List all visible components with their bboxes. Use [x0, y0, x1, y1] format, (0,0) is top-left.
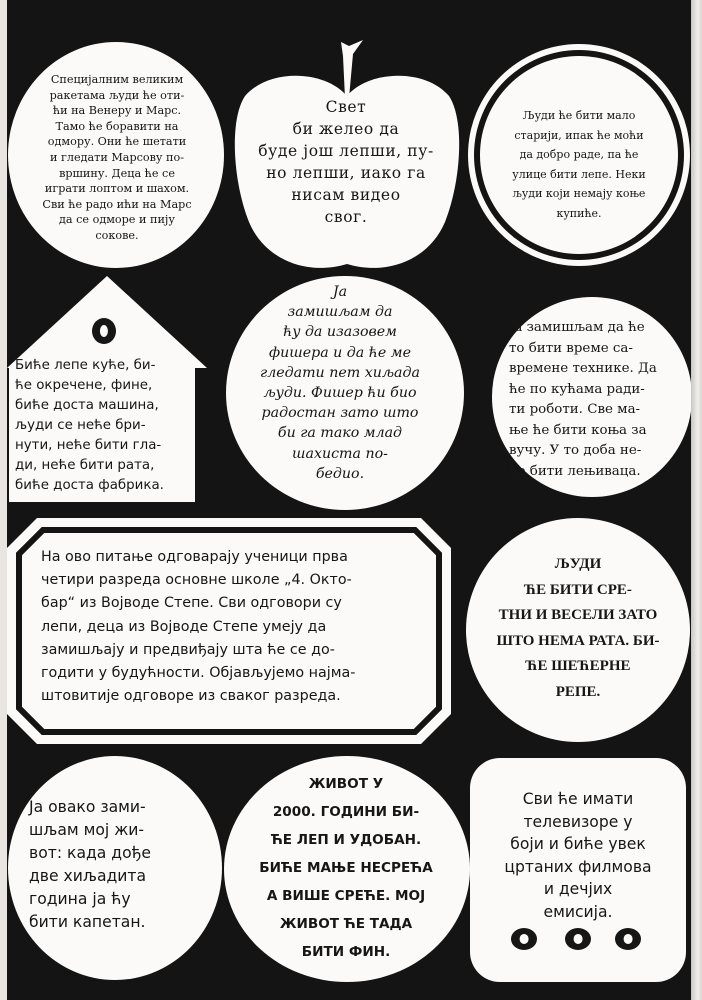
text-ring: Људи ће бити мало старији, ипак ће моћи да добро раде, па ће улице бити лепе. Неки људи који немају коње купиће. — [512, 109, 646, 220]
text-house: Биће лепе куће, би- ће окречене, фине, биће доста машина, људи се неће бри- нути, неће бити гла- ди, неће бити рата, биће доста фабрика. — [15, 358, 164, 493]
text-caps: ЉУДИ ЋЕ БИТИ СРЕ- ТНИ И ВЕСЕЛИ ЗАТО ШТО НЕМА РАТА. БИ- ЋЕ ШЕЋЕРНЕ РЕПЕ. — [496, 556, 660, 700]
text-2000: ЖИВОТ У 2000. ГОДИНИ БИ- ЋЕ ЛЕП И УДОБАН. БИЋЕ МАЊЕ НЕСРЕЋА А ВИШЕ СРЕЋЕ. МОЈ ЖИВОТ ЋЕ ТАДА БИТИ ФИН. — [259, 776, 433, 960]
black-board — [7, 0, 691, 1000]
text-handwriting: Ја замишљам да ћу да изазовем фишера и да ће ме гледати пет хиљада људи. Фишер ћи био радостан зато што би га тако млад шахиста по- бедио. — [260, 284, 420, 482]
text-technology: Ја замишљам да ће то бити време са- времене технике. Да ће по кућама ради- ти роботи. Све ма- ње ће бити коња за вучу. У то доба не- ће бити лењиваца. — [509, 320, 657, 479]
text-apple: Свет би желео да буде још лепши, пу- но лепши, иако га нисам видео свог. — [258, 98, 434, 226]
text-captain: Ја овако зами- шљам мој жи- вот: када дође две хиљадита година ја ћу бити капетан. — [29, 798, 151, 931]
tv-knob-2 — [565, 928, 591, 950]
text-mars: Специјалним великим ракетама људи ће оти- ћи на Венеру и Марс. Тамо ће боравити на одмору. Они ће шетати и гледати Марсову по- вршину. Деца ће се играти лоптом и шахом. Сви ће радо ићи на Марс да се одморе и пију сокове. — [42, 73, 192, 242]
text-intro: На ово питање одговарају ученици прва четири разреда основне школе „4. Окто- бар“ из Војводе Степе. Сви одговори су лепи, деца из Војводе Степе умеју да замишљају и предвиђају шта ће се до- годити у будућности. Објављујемо најма- штовитије одговоре из сваког разреда. — [41, 549, 356, 705]
text-tv: Сви ће имати телевизоре у боји и биће увек цртаних филмова и дечјих емисија. — [504, 790, 652, 921]
tv-knob-1 — [511, 928, 537, 950]
page-edge — [691, 0, 702, 1000]
house-window-dot — [92, 318, 116, 344]
tv-knob-3 — [615, 928, 641, 950]
